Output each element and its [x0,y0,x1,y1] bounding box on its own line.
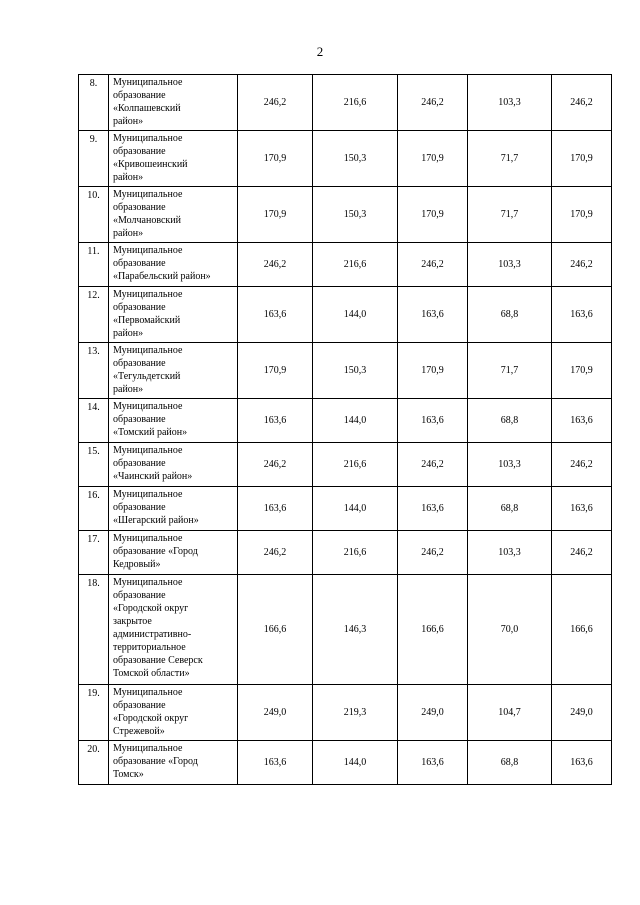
value-cell-4: 68,8 [468,399,552,443]
value-cell-5: 163,6 [552,487,612,531]
table-row [79,243,612,287]
row-number: 9. [79,131,109,187]
row-number: 19. [79,685,109,741]
value-cell-4: 103,3 [468,243,552,287]
row-number: 15. [79,443,109,487]
value-cell-4: 71,7 [468,343,552,399]
value-cell-1: 246,2 [238,531,313,575]
row-number: 16. [79,487,109,531]
value-cell-2: 144,0 [313,487,398,531]
value-cell-2: 150,3 [313,187,398,243]
row-number: 8. [79,75,109,131]
municipality-name: Муниципальное образование «Чаинский район» [109,443,238,487]
value-cell-3: 246,2 [398,75,468,131]
value-cell-4: 68,8 [468,287,552,343]
table-row [79,399,612,443]
value-cell-4: 71,7 [468,187,552,243]
municipality-name: Муниципальное образование «Городской округ Стрежевой» [109,685,238,741]
value-cell-1: 163,6 [238,741,313,785]
value-cell-1: 163,6 [238,487,313,531]
data-table [78,74,612,785]
table-row [79,343,612,399]
value-cell-3: 246,2 [398,531,468,575]
row-number: 13. [79,343,109,399]
value-cell-3: 249,0 [398,685,468,741]
table-row [79,575,612,685]
value-cell-1: 170,9 [238,343,313,399]
table-row [79,741,612,785]
value-cell-3: 163,6 [398,487,468,531]
value-cell-5: 163,6 [552,399,612,443]
municipality-name: Муниципальное образование «Парабельский район» [109,243,238,287]
value-cell-1: 249,0 [238,685,313,741]
value-cell-2: 150,3 [313,131,398,187]
value-cell-3: 163,6 [398,741,468,785]
value-cell-5: 170,9 [552,187,612,243]
municipality-name: Муниципальное образование «Город Томск» [109,741,238,785]
value-cell-3: 170,9 [398,343,468,399]
row-number: 10. [79,187,109,243]
value-cell-1: 163,6 [238,287,313,343]
value-cell-3: 163,6 [398,399,468,443]
value-cell-2: 216,6 [313,75,398,131]
table-row [79,131,612,187]
value-cell-2: 144,0 [313,287,398,343]
value-cell-3: 166,6 [398,575,468,685]
value-cell-5: 166,6 [552,575,612,685]
municipality-name: Муниципальное образование «Молчановский район» [109,187,238,243]
value-cell-4: 103,3 [468,443,552,487]
value-cell-5: 163,6 [552,741,612,785]
row-number: 14. [79,399,109,443]
row-number: 18. [79,575,109,685]
table-row [79,287,612,343]
value-cell-2: 144,0 [313,399,398,443]
municipality-name: Муниципальное образование «Кривошеинский район» [109,131,238,187]
value-cell-2: 216,6 [313,531,398,575]
value-cell-2: 146,3 [313,575,398,685]
municipality-name: Муниципальное образование «Тегульдетский район» [109,343,238,399]
value-cell-5: 163,6 [552,287,612,343]
table-body [79,75,612,785]
value-cell-4: 70,0 [468,575,552,685]
table-row [79,443,612,487]
value-cell-5: 249,0 [552,685,612,741]
row-number: 11. [79,243,109,287]
value-cell-2: 216,6 [313,443,398,487]
table-row [79,187,612,243]
value-cell-5: 246,2 [552,531,612,575]
value-cell-5: 246,2 [552,243,612,287]
value-cell-2: 216,6 [313,243,398,287]
row-number: 17. [79,531,109,575]
row-number: 12. [79,287,109,343]
value-cell-1: 163,6 [238,399,313,443]
municipality-name: Муниципальное образование «Шегарский район» [109,487,238,531]
value-cell-4: 68,8 [468,741,552,785]
value-cell-1: 170,9 [238,131,313,187]
table-row [79,685,612,741]
value-cell-1: 246,2 [238,75,313,131]
municipality-name: Муниципальное образование «Городской округ закрытое административно- территориальное образование Северск Томской области» [109,575,238,685]
value-cell-5: 170,9 [552,343,612,399]
row-number: 20. [79,741,109,785]
municipality-name: Муниципальное образование «Город Кедровый» [109,531,238,575]
value-cell-1: 166,6 [238,575,313,685]
value-cell-3: 163,6 [398,287,468,343]
value-cell-4: 68,8 [468,487,552,531]
value-cell-1: 170,9 [238,187,313,243]
value-cell-4: 71,7 [468,131,552,187]
municipality-name: Муниципальное образование «Первомайский район» [109,287,238,343]
table-row [79,531,612,575]
value-cell-4: 104,7 [468,685,552,741]
value-cell-3: 246,2 [398,243,468,287]
value-cell-2: 144,0 [313,741,398,785]
value-cell-5: 246,2 [552,75,612,131]
value-cell-4: 103,3 [468,75,552,131]
value-cell-1: 246,2 [238,243,313,287]
table-row [79,487,612,531]
municipality-name: Муниципальное образование «Томский район» [109,399,238,443]
value-cell-5: 246,2 [552,443,612,487]
value-cell-2: 219,3 [313,685,398,741]
table-row [79,75,612,131]
municipality-name: Муниципальное образование «Колпашевский район» [109,75,238,131]
value-cell-3: 170,9 [398,131,468,187]
value-cell-2: 150,3 [313,343,398,399]
value-cell-1: 246,2 [238,443,313,487]
value-cell-4: 103,3 [468,531,552,575]
page-number: 2 [316,44,324,59]
value-cell-5: 170,9 [552,131,612,187]
value-cell-3: 246,2 [398,443,468,487]
value-cell-3: 170,9 [398,187,468,243]
